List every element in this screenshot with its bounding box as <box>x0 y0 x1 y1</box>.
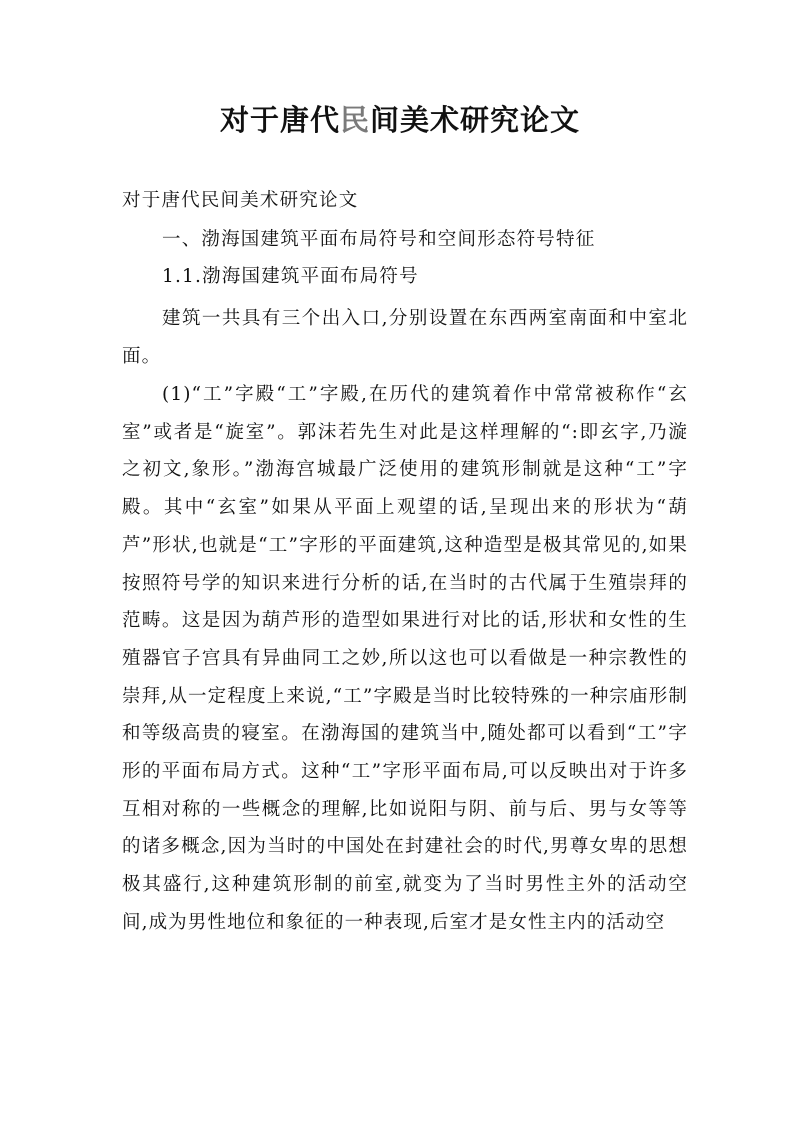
title-accent-character: 民 <box>339 103 370 137</box>
title-part-2: 间美术研究论文 <box>370 103 581 137</box>
paragraph-entrances: 建筑一共具有三个出入口,分别设置在东西两室南面和中室北面。 <box>122 308 688 367</box>
title-part-1: 对于唐代 <box>219 103 340 137</box>
section-heading: 一、渤海国建筑平面布局符号和空间形态符号特征 <box>162 229 596 250</box>
paragraph-gong-hall: (1)“工”字殿“工”字殿,在历代的建筑着作中常常被称作“玄室”或者是“旋室”。郭沫若先生对此是这样理解的“:即玄字,乃漩之初文,象形。”渤海宫城最广泛使用的建筑形制就是这种“工”字殿。其中“玄室”如果从平面上观望的话,呈现出来的形状为“葫芦”形状,也就是“工”字形的平面建筑,这种造型是极其常见的,如果按照符号学的知识来进行分析的话,在当时的古代属于生殖崇拜的范畴。这是因为葫芦形的造型如果进行对比的话,形状和女性的生殖器官子宫具有异曲同工之妙,所以这也可以看做是一种宗教性的崇拜,从一定程度上来说,“工”字殿是当时比较特殊的一种宗庙形制和等级高贵的寝室。在渤海国的建筑当中,随处都可以看到“工”字形的平面布局方式。这种“工”字形平面布局,可以反映出对于许多互相对称的一些概念的理解,比如说阳与阴、前与后、男与女等等的诸多概念,因为当时的中国处在封建社会的时代,男尊女卑的思想极其盛行,这种建筑形制的前室,就变为了当时男性主外的活动空间,成为男性地位和象征的一种表现,后室才是女性主内的活动空 <box>122 384 688 933</box>
subsection-heading: 1.1.渤海国建筑平面布局符号 <box>162 266 419 287</box>
document-title <box>0 96 800 144</box>
subtitle-line: 对于唐代民间美术研究论文 <box>122 190 359 211</box>
